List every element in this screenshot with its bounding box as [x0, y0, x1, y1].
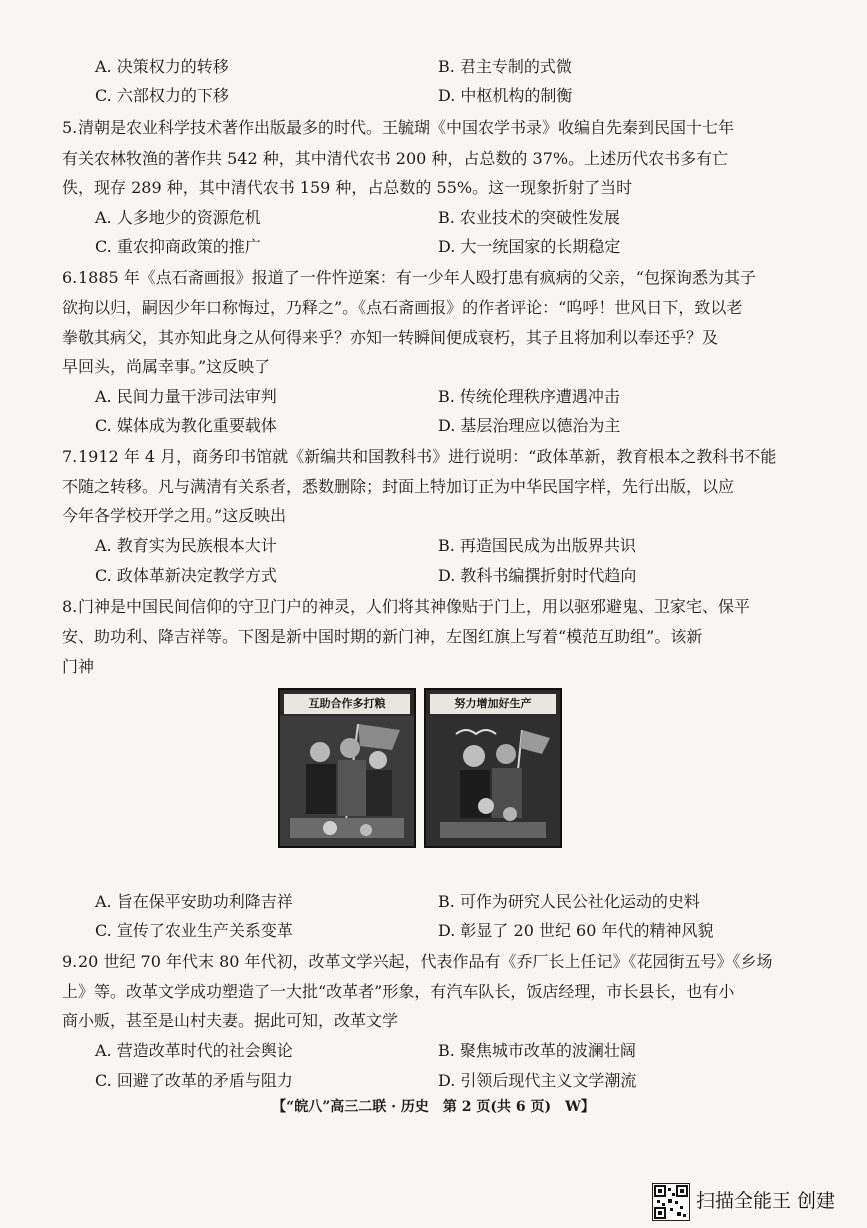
q5-line-3: 佚，现存 289 种，其中清代农书 159 种，占总数的 55%。这一现象折射了当时 — [62, 178, 633, 197]
qr-code-icon — [652, 1183, 690, 1221]
q5-number: 5. — [62, 118, 78, 137]
q6-option-b: B. 传统伦理秩序遭遇冲击 — [438, 387, 620, 406]
q4-option-c: C. 六部权力的下移 — [95, 86, 229, 105]
q7-line-3: 今年各学校开学之用。”这反映出 — [62, 506, 287, 525]
q6-line-4: 早回头，尚属幸事。”这反映了 — [62, 357, 271, 376]
q7-number: 7. — [62, 447, 78, 466]
q6-line-1: 1885 年《点石斋画报》报道了一件忤逆案：有一少年人殴打患有疯病的父亲，“包探询悉为其子 — [78, 268, 756, 287]
poster-left-caption: 互助合作多打粮 — [284, 694, 410, 714]
q9-line-3: 商小贩，甚至是山村夫妻。据此可知，改革文学 — [62, 1011, 399, 1030]
door-god-poster-right — [424, 688, 562, 848]
q5-option-a: A. 人多地少的资源危机 — [95, 208, 261, 227]
q8-number: 8. — [62, 597, 78, 616]
q7-option-a: A. 教育实为民族根本大计 — [95, 536, 277, 555]
q6-line-3: 拳敬其病父，其亦知此身之从何得来乎？亦知一转瞬间便成衰朽，其子且将加利以奉还乎？及 — [62, 328, 719, 347]
q7-option-b: B. 再造国民成为出版界共识 — [438, 536, 636, 555]
poster-right-caption: 努力增加好生产 — [430, 694, 556, 714]
scanner-watermark: 扫描全能王 创建 — [696, 1190, 836, 1212]
q5-line-2: 有关农林牧渔的著作共 542 种，其中清代农书 200 种，占总数的 37%。上述历代农书多有亡 — [62, 149, 729, 168]
q8-option-b: B. 可作为研究人民公社化运动的史料 — [438, 892, 700, 911]
q6-number: 6. — [62, 268, 78, 287]
q6-option-d: D. 基层治理应以德治为主 — [438, 416, 621, 435]
q4-option-d: D. 中枢机构的制衡 — [438, 86, 573, 105]
q8-line-1: 门神是中国民间信仰的守卫门户的神灵，人们将其神像贴于门上，用以驱邪避鬼、卫家宅、保平 — [78, 597, 751, 616]
poster-left-illustration — [280, 690, 414, 846]
q8-option-d: D. 彰显了 20 世纪 60 年代的精神风貌 — [438, 921, 714, 940]
q4-option-b: B. 君主专制的式微 — [438, 57, 572, 76]
q9-line-2: 上》等。改革文学成功塑造了一大批“改革者”形象，有汽车队长，饭店经理，市长县长，也有小 — [62, 982, 735, 1001]
q9-line-1: 20 世纪 70 年代末 80 年代初，改革文学兴起，代表作品有《乔厂长上任记》《花园街五号》《乡场 — [78, 952, 773, 971]
q5-option-b: B. 农业技术的突破性发展 — [438, 208, 620, 227]
q6-line-2: 欲拘以归，嗣因少年口称悔过，乃释之”。《点石斋画报》的作者评论：“呜呼！世风日下，致以老 — [62, 298, 743, 317]
door-god-poster-left — [278, 688, 416, 848]
q8-line-3: 门神 — [62, 657, 95, 676]
q9-option-b: B. 聚焦城市改革的波澜壮阔 — [438, 1041, 636, 1060]
q7-option-c: C. 政体革新决定教学方式 — [95, 566, 277, 585]
q8-option-c: C. 宣传了农业生产关系变革 — [95, 921, 293, 940]
q6-option-a: A. 民间力量干涉司法审判 — [95, 387, 277, 406]
page-footer: 【“皖八”高三二联 · 历史 第 2 页(共 6 页) W】 — [272, 1099, 595, 1115]
q5-option-d: D. 大一统国家的长期稳定 — [438, 237, 621, 256]
q6-option-c: C. 媒体成为教化重要载体 — [95, 416, 277, 435]
q8-line-2: 安、助功利、降吉祥等。下图是新中国时期的新门神，左图红旗上写着“模范互助组”。该新 — [62, 627, 703, 646]
q9-option-a: A. 营造改革时代的社会舆论 — [95, 1041, 293, 1060]
qr-code-pattern — [653, 1184, 689, 1220]
poster-right-illustration — [426, 690, 560, 846]
q9-option-c: C. 回避了改革的矛盾与阻力 — [95, 1071, 293, 1090]
q7-line-2: 不随之转移。凡与满清有关系者，悉数删除；封面上特加订正为中华民国字样，先行出版，以应 — [62, 477, 735, 496]
q8-option-a: A. 旨在保平安助功利降吉祥 — [95, 892, 293, 911]
q5-option-c: C. 重农抑商政策的推广 — [95, 237, 261, 256]
q5-line-1: 清朝是农业科学技术著作出版最多的时代。王毓瑚《中国农学书录》收编自先秦到民国十七年 — [78, 118, 735, 137]
q9-option-d: D. 引领后现代主义文学潮流 — [438, 1071, 637, 1090]
q7-line-1: 1912 年 4 月，商务印书馆就《新编共和国教科书》进行说明：“政体革新，教育根本之教科书不能 — [78, 447, 777, 466]
q4-option-a: A. 决策权力的转移 — [95, 57, 229, 76]
q7-option-d: D. 教科书编撰折射时代趋向 — [438, 566, 637, 585]
q9-number: 9. — [62, 952, 78, 971]
